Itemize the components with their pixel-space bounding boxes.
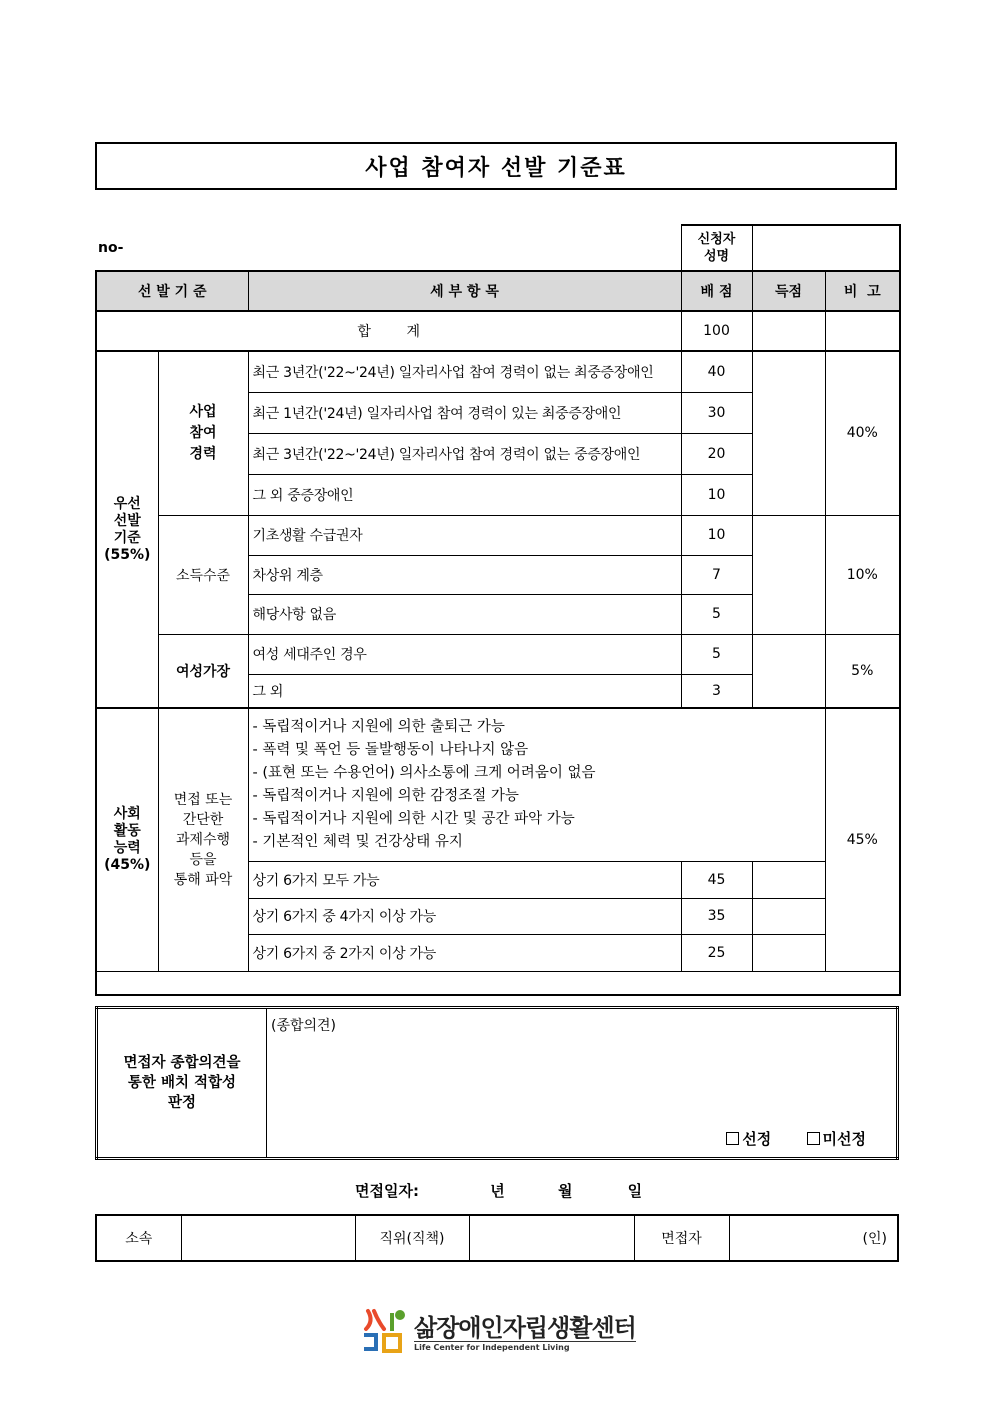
header-score: 득점 — [752, 271, 825, 311]
organization-logo — [360, 1305, 636, 1355]
income-item-2: 차상위 계층 — [248, 555, 681, 594]
blank-cell — [96, 225, 681, 271]
opinion-field[interactable] — [267, 1008, 898, 1159]
organization-logo-icon — [360, 1307, 408, 1353]
document-number-label: no- — [98, 240, 124, 256]
seal-label: (인) — [862, 1231, 887, 1247]
interview-date-label: 면접일자: — [355, 1182, 419, 1200]
experience-remark: 40% — [825, 351, 900, 515]
interview-date — [355, 1180, 642, 1201]
income-points-3: 5 — [681, 594, 752, 634]
experience-points-4: 10 — [681, 474, 752, 515]
opinion-hint: (종합의견) — [271, 1018, 337, 1034]
checklist-item: - 폭력 및 폭언 등 돌발행동이 나타나지 않음 — [252, 741, 529, 758]
interviewer-field[interactable] — [729, 1215, 898, 1261]
female-head-points-2: 3 — [681, 674, 752, 708]
social-item-1: 상기 6가지 모두 가능 — [248, 861, 681, 898]
selection-criteria-table — [95, 224, 901, 996]
interview-day-label: 일 — [627, 1182, 643, 1200]
table-footer-blank — [96, 971, 900, 995]
checklist-item: - 독립적이거나 지원에 의한 감정조절 가능 — [252, 787, 519, 804]
interviewer-label: 면접자 — [634, 1215, 729, 1261]
income-points-1: 10 — [681, 515, 752, 555]
female-head-score-field[interactable] — [752, 634, 825, 708]
female-head-item-1: 여성 세대주인 경우 — [248, 634, 681, 674]
checklist-item: - 기본적인 체력 및 건강상태 유지 — [252, 833, 463, 850]
social-group-label: 사회 활동 능력 (45%) — [96, 708, 158, 971]
organization-name: 삶장애인자립생활센터 — [414, 1314, 636, 1342]
social-checklist — [248, 708, 825, 861]
income-remark: 10% — [825, 515, 900, 634]
checkbox-icon — [726, 1132, 739, 1145]
applicant-name-label: 신청자 성명 — [681, 225, 752, 271]
social-score-field-1[interactable] — [752, 861, 825, 898]
checkbox-icon — [807, 1132, 820, 1145]
header-details: 세 부 항 목 — [248, 271, 681, 311]
income-label: 소득수준 — [158, 515, 248, 634]
not-selected-checkbox[interactable] — [807, 1130, 866, 1148]
applicant-name-field[interactable] — [752, 225, 900, 271]
affiliation-label: 소속 — [96, 1215, 181, 1261]
experience-label: 사업 참여 경력 — [158, 351, 248, 515]
total-points: 100 — [681, 311, 752, 351]
priority-group-label: 우선 선발 기준 (55%) — [96, 351, 158, 708]
social-points-2: 35 — [681, 898, 752, 934]
income-item-3: 해당사항 없음 — [248, 594, 681, 634]
not-selected-label: 미선정 — [822, 1130, 866, 1148]
female-head-remark: 5% — [825, 634, 900, 708]
experience-item-2: 최근 1년간('24년) 일자리사업 참여 경력이 있는 최중증장애인 — [248, 392, 681, 433]
selected-checkbox[interactable] — [726, 1130, 771, 1148]
affiliation-field[interactable] — [181, 1215, 355, 1261]
social-points-1: 45 — [681, 861, 752, 898]
social-score-field-2[interactable] — [752, 898, 825, 934]
interview-year-label: 년 — [490, 1182, 505, 1200]
position-field[interactable] — [469, 1215, 634, 1261]
total-score-field[interactable] — [752, 311, 825, 351]
checklist-item: - (표현 또는 수용언어) 의사소통에 크게 어려움이 없음 — [252, 764, 596, 781]
interview-month-label: 월 — [557, 1182, 573, 1200]
position-label: 직위(직책) — [355, 1215, 469, 1261]
checklist-item: - 독립적이거나 지원에 의한 시간 및 공간 파악 가능 — [252, 810, 575, 827]
social-score-field-3[interactable] — [752, 934, 825, 971]
header-points: 배 점 — [681, 271, 752, 311]
experience-item-3: 최근 3년간('22~'24년) 일자리사업 참여 경력이 없는 중증장애인 — [248, 433, 681, 474]
selected-label: 선정 — [742, 1130, 772, 1148]
experience-item-1: 최근 3년간('22~'24년) 일자리사업 참여 경력이 없는 최중증장애인 — [248, 351, 681, 392]
female-head-item-2: 그 외 — [248, 674, 681, 708]
experience-item-4: 그 외 중증장애인 — [248, 474, 681, 515]
experience-points-3: 20 — [681, 433, 752, 474]
checklist-item: - 독립적이거나 지원에 의한 출퇴근 가능 — [252, 718, 505, 735]
page-title: 사업 참여자 선발 기준표 — [95, 142, 897, 190]
social-item-3: 상기 6가지 중 2가지 이상 가능 — [248, 934, 681, 971]
organization-subtitle: Life Center for Independent Living — [414, 1341, 636, 1352]
income-points-2: 7 — [681, 555, 752, 594]
social-item-2: 상기 6가지 중 4가지 이상 가능 — [248, 898, 681, 934]
header-remarks: 비 고 — [825, 271, 900, 311]
female-head-label: 여성가장 — [158, 634, 248, 708]
experience-points-1: 40 — [681, 351, 752, 392]
social-method-label: 면접 또는 간단한 과제수행 등을 통해 파악 — [158, 708, 248, 971]
income-item-1: 기초생활 수급권자 — [248, 515, 681, 555]
opinion-label: 면접자 종합의견을 통한 배치 적합성 판정 — [97, 1008, 267, 1159]
experience-score-field[interactable] — [752, 351, 825, 515]
experience-points-2: 30 — [681, 392, 752, 433]
income-score-field[interactable] — [752, 515, 825, 634]
social-remark: 45% — [825, 708, 900, 971]
total-remark — [825, 311, 900, 351]
interviewer-opinion-table — [95, 1006, 899, 1160]
social-points-3: 25 — [681, 934, 752, 971]
interviewer-signature-table — [95, 1214, 899, 1262]
female-head-points-1: 5 — [681, 634, 752, 674]
total-label: 합 계 — [96, 311, 681, 351]
header-criteria: 선 발 기 준 — [96, 271, 248, 311]
